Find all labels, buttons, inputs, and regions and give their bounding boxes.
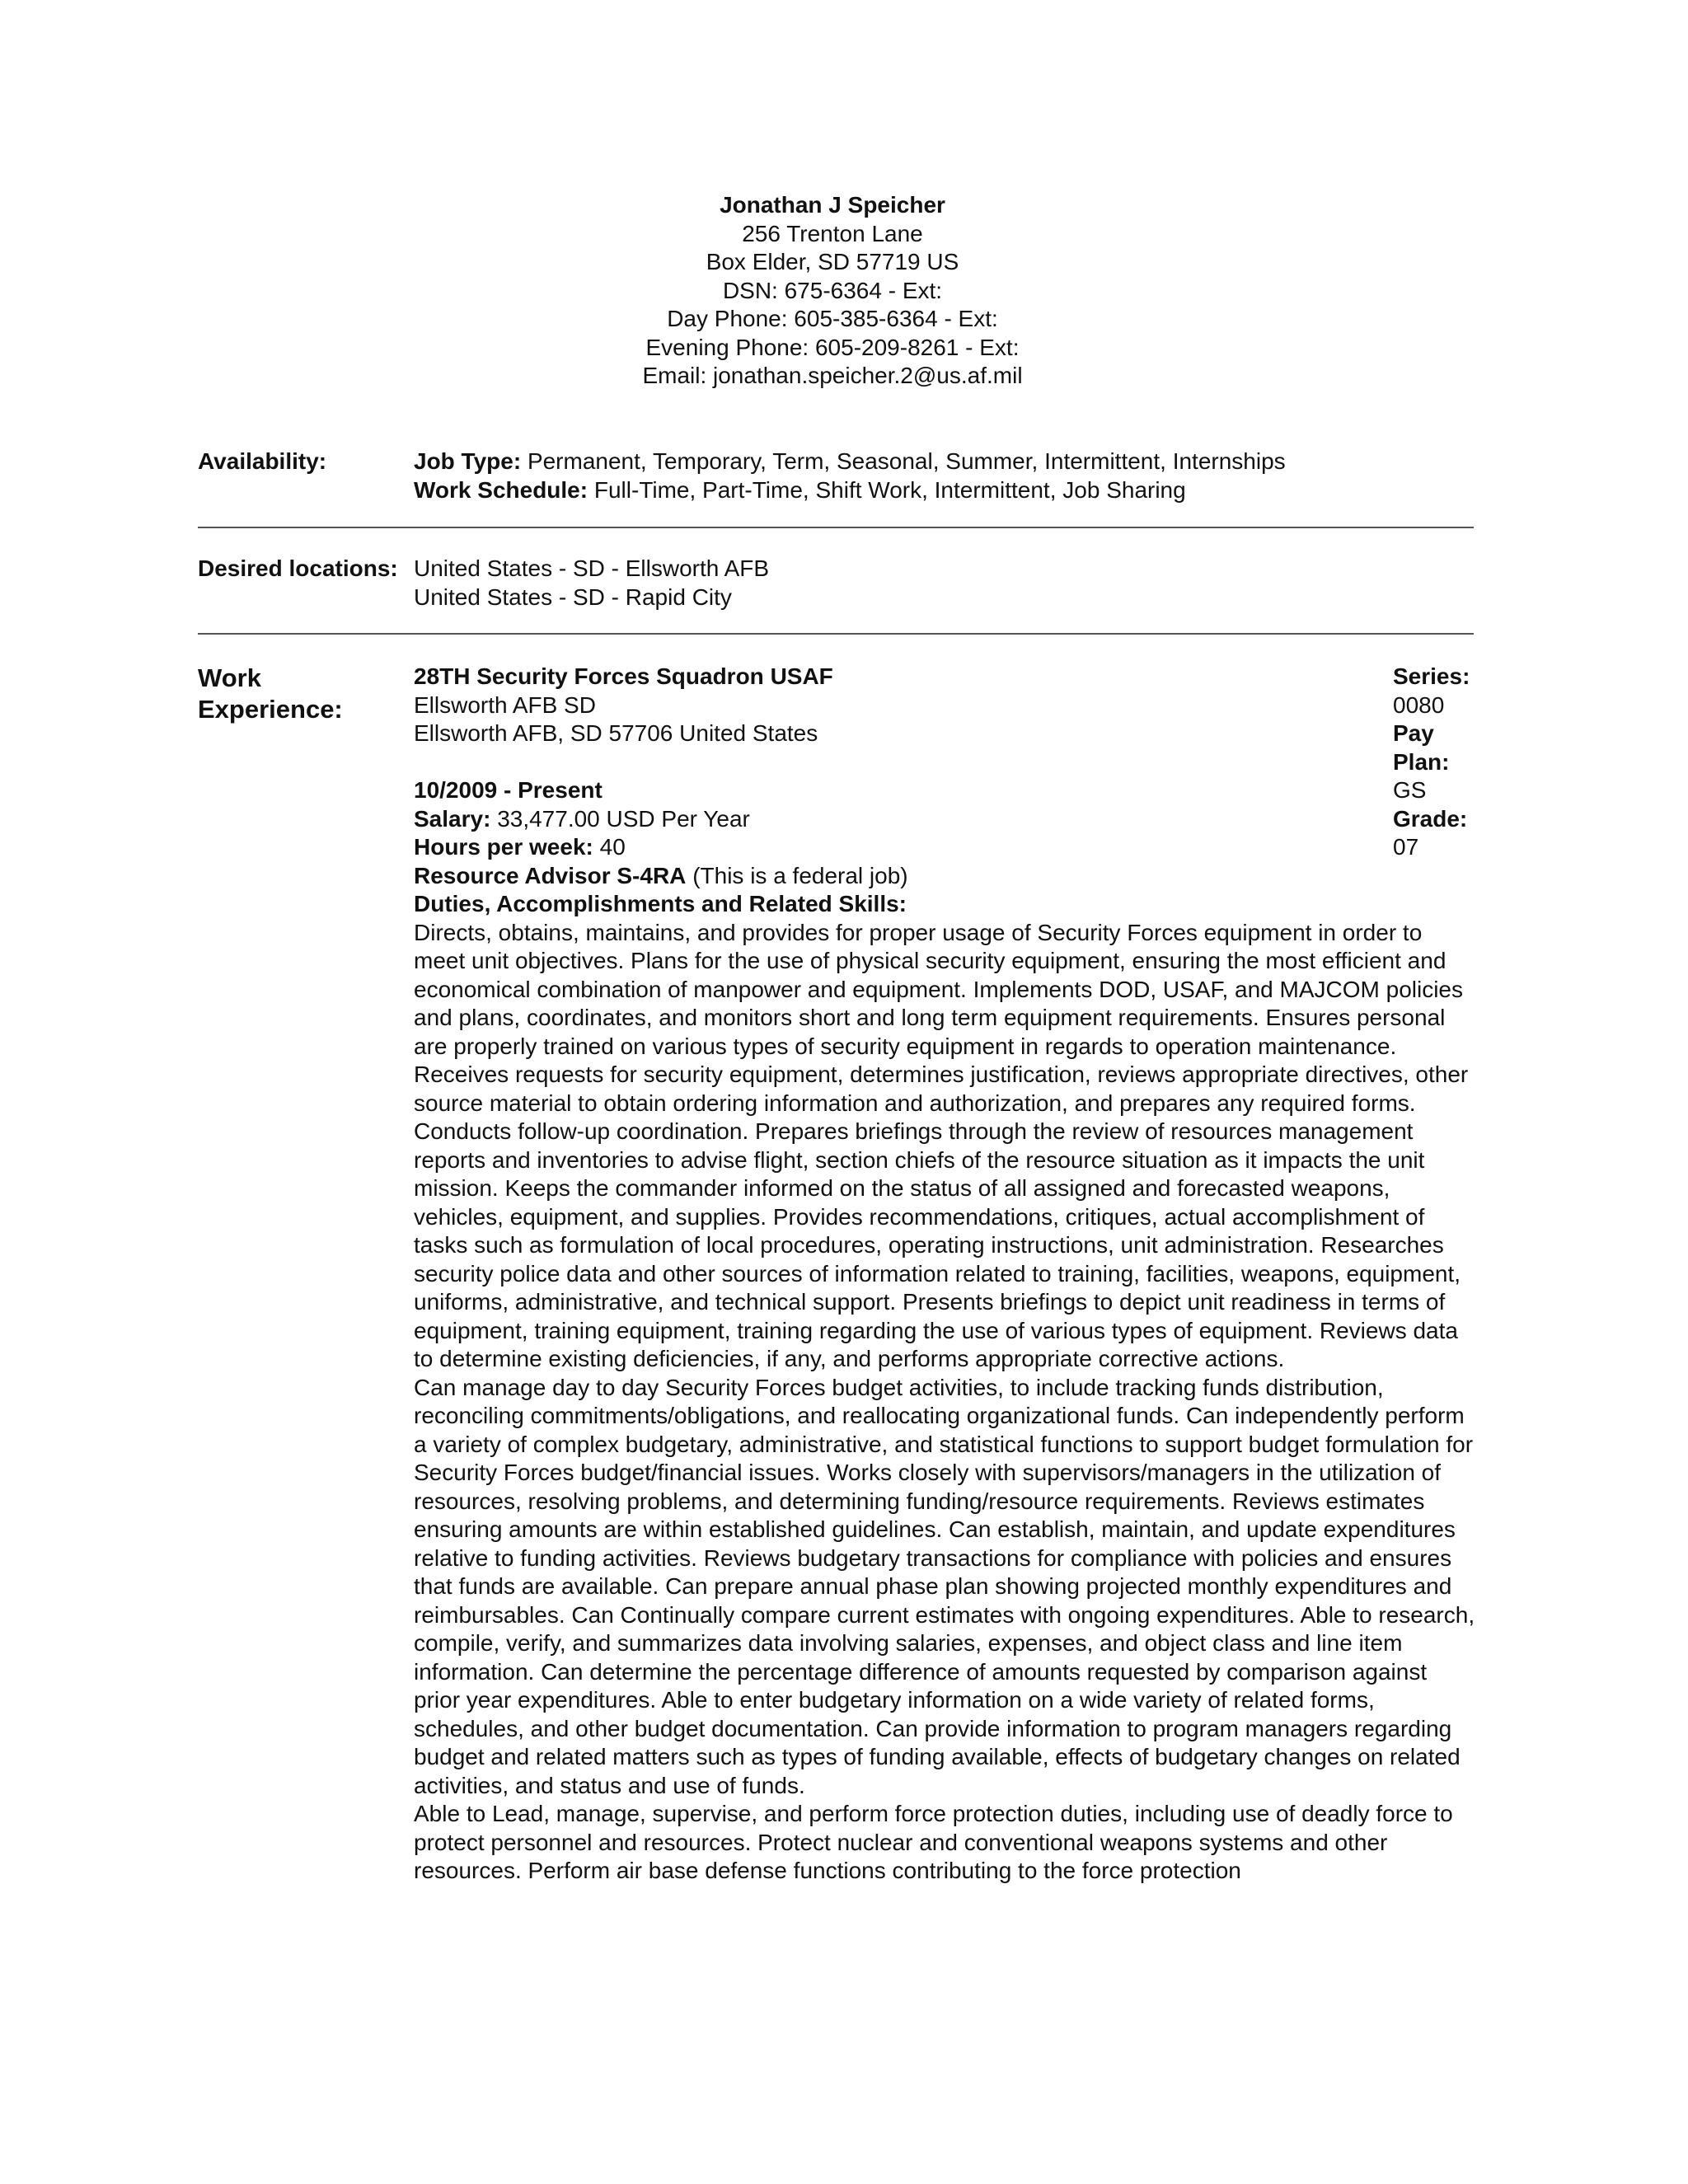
job-title: Resource Advisor S-4RA [414,862,687,888]
pay-plan-label-2: Plan: [1393,748,1450,775]
salary-value: 33,477.00 USD Per Year [497,805,750,832]
series-value: 0080 [1393,691,1445,718]
section-divider [198,633,1474,635]
hours-label: Hours per week: [414,834,593,860]
job-type-line [414,448,1286,476]
job-title-line [414,862,1477,891]
day-phone: Day Phone: 605-385-6364 - Ext: [667,306,998,331]
pay-plan-value: GS [1393,777,1427,803]
desired-locations-label: Desired locations: [198,555,398,581]
work-schedule-line [414,476,1286,505]
job-type-label: Job Type: [414,448,522,474]
work-experience-label: Work Experience: [198,663,343,724]
dsn-phone: DSN: 675-6364 - Ext: [722,277,943,303]
employment-dates: 10/2009 - Present [414,777,603,803]
hours-line [414,833,1477,862]
salary-label: Salary: [414,805,491,832]
location-item: United States - SD - Ellsworth AFB [414,555,770,581]
applicant-name: Jonathan J Speicher [720,192,945,218]
pay-plan-label-1: Pay [1393,720,1434,746]
job-classification [1393,663,1484,862]
address-line-1: 256 Trenton Lane [742,220,923,246]
job-entry [414,663,1477,1886]
duties-paragraph: Can manage day to day Security Forces budget activities, to include tracking funds distribution, reconciling commitments/obligations, and reallocating organizational funds. Can independently perform a variety of complex budgetary, administrative, and statistical functions to support budget formulation for Security Forces budget/financial issues. Works closely with supervisors/managers in the utilization of resources, resolving problems, and determining funding/resource requirements. Reviews estimates ensuring amounts are within established guidelines. Can establish, maintain, and update expenditures relative to funding activities. Reviews budgetary transactions for compliance with policies and ensures that funds are available. Can prepare annual phase plan showing projected monthly expenditures and reimbursables. Can Continually compare current estimates with ongoing expenditures. Able to research, compile, verify, and summarizes data involving salaries, expenses, and object class and line item information. Can determine the percentage difference of amounts requested by comparison against prior year expenditures. Able to enter budgetary information on a wide variety of related forms, schedules, and other budget documentation. Can provide information to program managers regarding budget and related matters such as types of funding available, effects of budgetary changes on related activities, and status and use of funds. [414,1374,1475,1798]
duties-paragraph: Able to Lead, manage, supervise, and perform force protection duties, including use of deadly force to protect personnel and resources. Protect nuclear and conventional weapons systems and other resources. Perform air base defense functions contributing to the force protection [414,1801,1453,1883]
job-type-value: Permanent, Temporary, Term, Seasonal, Summer, Intermittent, Internships [527,448,1286,474]
employer-name: 28TH Security Forces Squadron USAF [414,663,833,689]
job-title-note: (This is a federal job) [692,862,908,888]
grade-label: Grade: [1393,805,1468,832]
section-divider [198,527,1474,528]
work-schedule-value: Full-Time, Part-Time, Shift Work, Intermittent, Job Sharing [593,476,1186,503]
hours-value: 40 [599,834,626,860]
work-schedule-label: Work Schedule: [414,476,588,503]
desired-locations-list [414,555,769,612]
duties-paragraph: Directs, obtains, maintains, and provides for proper usage of Security Forces equipment in order to meet unit objectives. Plans for the use of physical security equipment, ensuring the most efficient and economical combination of manpower and equipment. Implements DOD, USAF, and MAJCOM policies and plans, coordinates, and monitors short and long term equipment requirements. Ensures personal are properly trained on various types of security equipment in regards to operation maintenance. Receives requests for security equipment, determines justification, reviews appropriate directives, other source material to obtain ordering information and authorization, and prepares any required forms. Conducts follow-up coordination. Prepares briefings through the review of resources management reports and inventories to advise flight, section chiefs of the resource situation as it impacts the unit mission. Keeps the commander informed on the status of all assigned and forecasted weapons, vehicles, equipment, and supplies. Provides recommendations, critiques, actual accomplishment of tasks such as formulation of local procedures, operating instructions, unit administration. Researches security police data and other sources of information related to training, facilities, weapons, equipment, uniforms, administrative, and technical support. Presents briefings to depict unit readiness in terms of equipment, training equipment, training regarding the use of various types of equipment. Reviews data to determine existing deficiencies, if any, and performs appropriate corrective actions. [414,919,1469,1371]
evening-phone: Evening Phone: 605-209-8261 - Ext: [645,334,1020,360]
contact-header [0,191,1665,391]
location-item: United States - SD - Rapid City [414,583,732,610]
address-line-2: Box Elder, SD 57719 US [706,249,959,274]
availability-content [414,448,1286,504]
series-label: Series: [1393,663,1470,689]
employer-location-2: Ellsworth AFB, SD 57706 United States [414,720,818,746]
salary-line [414,805,1477,834]
availability-label: Availability: [198,448,327,474]
duties-heading: Duties, Accomplishments and Related Skills: [414,891,907,916]
spacer [414,748,1477,777]
grade-value: 07 [1393,834,1419,860]
employer-location-1: Ellsworth AFB SD [414,691,596,718]
email: Email: jonathan.speicher.2@us.af.mil [642,363,1023,388]
